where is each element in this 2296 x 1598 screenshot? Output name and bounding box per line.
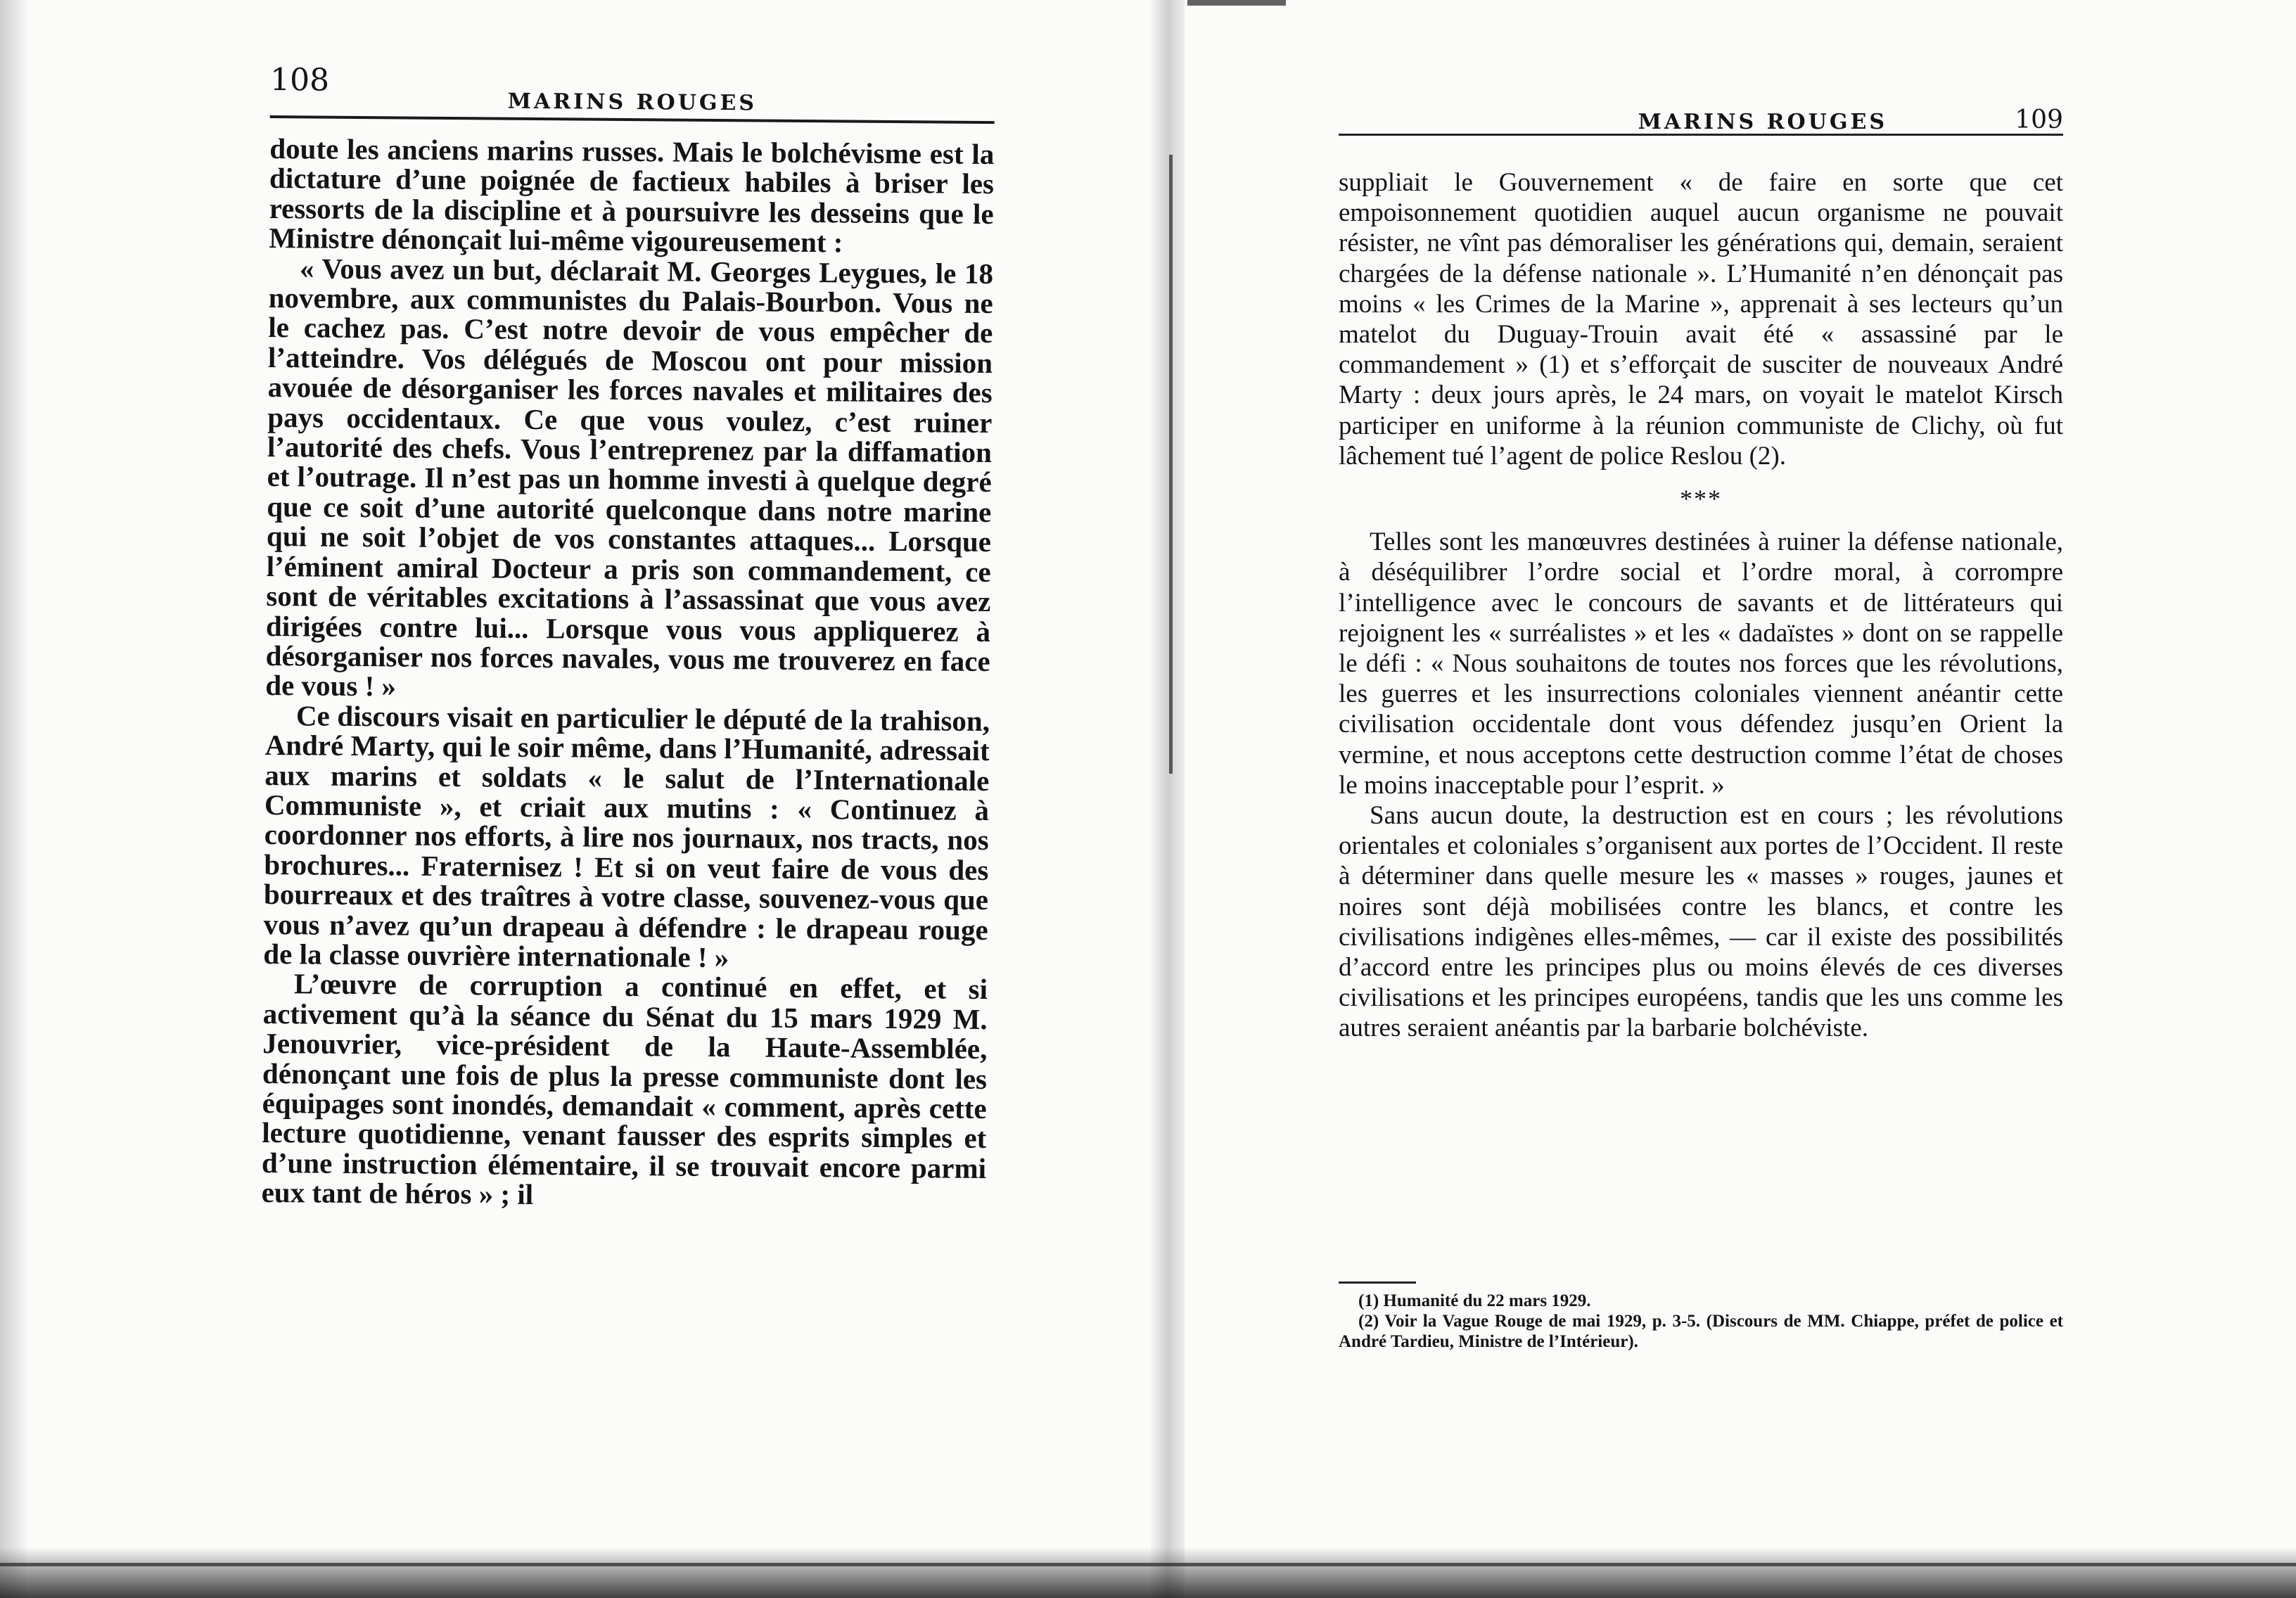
right-running-title: MARINS ROUGES	[1638, 110, 1887, 134]
scan-noise-gutter-line	[1169, 155, 1173, 774]
left-paragraph-2: « Vous avez un but, déclarait M. Georges Leygues, le 18 novembre, aux communistes du Palais-Bourbon. Vous ne le cachez pas. C’est notre devoir de vous empêcher de l’atteindre. Vos délégués de Moscou ont pour mission avouée de désorganiser les forces navales et militaires des pays occidentaux. Ce que vous voulez, c’est ruiner l’autorité des chefs. Vous l’entreprenez par la diffamation et l’outrage. Il n’est pas un homme investi à quelque degré que ce soit d’une autorité quelconque dans notre marine qui ne soit l’objet de vos constantes attaques... Lorsque l’éminent amiral Docteur a pris son commandement, ce sont de véritables excitations à l’assassinat que vous avez dirigées contre lui... Lorsque vous vous appliquerez à désorganiser nos forces navales, vous me trouverez en face de vous ! »	[265, 251, 994, 703]
right-page-number: 109	[2015, 106, 2063, 134]
footnote-rule	[1339, 1281, 1416, 1284]
right-paragraph-2: Telles sont les manœuvres destinées à ruiner la défense nationale, à déséquilibrer l’ordre social et l’ordre moral, à corrompre l’intelligence avec le concours de savants et de littérateurs qui rejoignent les « surréalistes » et les « dadaïstes » dont on se rappelle le défi : « Nous souhaitons de toutes nos forces que les révolutions, les guerres et les insurrections coloniales viennent anéantir cette civilisation occidentale dont vous défendez jusqu’en Orient la vermine, et nous acceptons cette destruction comme l’état de choses le moins inacceptable pour l’esprit. »	[1339, 528, 2063, 800]
left-running-title: MARINS ROUGES	[507, 89, 758, 116]
left-page-body-text	[262, 134, 995, 1213]
scan-noise-top	[1187, 0, 1286, 6]
right-page-header	[1339, 106, 2063, 136]
left-page-number: 108	[269, 61, 330, 98]
section-separator-stars: ***	[1680, 485, 1722, 513]
footnote-1: (1) Humanité du 22 mars 1929.	[1358, 1291, 1591, 1310]
book-gutter-shadow	[1151, 0, 1185, 1598]
left-page-edge-shadow	[0, 0, 27, 1598]
left-paragraph-4: L’œuvre de corruption a continué en effet, et si activement qu’à la séance du Sénat du 15 mars 1929 M. Jenouvrier, vice-président de la Haute-Assemblée, dénonçant une fois de plus la presse communiste dont les équipages sont inondés, demandait « comment, après cette lecture quotidienne, venant fausser des esprits simples et d’une instruction élémentaire, il se trouvait encore parmi eux tant de héros » ; il	[261, 967, 988, 1211]
left-paragraph-1: doute les anciens marins russes. Mais le bolchévisme est la dictature d’une poignée de factieux habiles à briser les ressorts de la discipline et à poursuivre les desseins que le Ministre dénonçait lui-même vigoureusement :	[269, 132, 995, 259]
scan-noise-bottom-line	[0, 1563, 2296, 1566]
right-paragraph-3: Sans aucun doute, la destruction est en cours ; les révolutions orientales et coloniales s’organisent aux portes de l’Occident. Il reste à déterminer dans quelle mesure les « masses » rouges, jaunes et noires sont déjà mobilisées contre les blancs, et contre les civilisations indigènes elles-mêmes, — car il existe des possibilités d’accord entre les principes plus ou moins élevés de ces diverses civilisations et les principes européens, tandis que les uns comme les autres seraient anéantis par la barbarie bolchéviste.	[1339, 801, 2063, 1043]
footnote-2: (2) Voir la Vague Rouge de mai 1929, p. 3-5. (Discours de MM. Chiappe, préfet de police et André Tardieu, Ministre de l’Intérieur).	[1339, 1312, 2063, 1351]
left-page-header	[270, 62, 995, 124]
footnotes	[1339, 1281, 2063, 1352]
left-page	[261, 0, 995, 1211]
right-page-body-text	[1339, 167, 2063, 1044]
bottom-page-edge-shadow	[0, 1547, 2296, 1598]
left-paragraph-3: Ce discours visait en particulier le député de la trahison, André Marty, qui le soir même, dans l’Humanité, adressait aux marins et soldats « le salut de l’Internationale Communiste », et criait aux mutins : « Continuez à coordonner nos efforts, à lire nos journaux, nos tracts, nos brochures... Fraternisez ! Et si on veut faire de vous des bourreaux et des traîtres à votre classe, souvenez-vous que vous n’avez qu’un drapeau à défendre : le drapeau rouge de la classe ouvrière internationale ! »	[263, 699, 990, 974]
right-paragraph-1: suppliait le Gouvernement « de faire en sorte que cet empoisonnement quotidien auquel aucun organisme ne pouvait résister, ne vînt pas démoraliser les générations qui, demain, seraient chargées de la défense nationale ». L’Humanité n’en dénonçait pas moins « les Crimes de la Marine », apprenait à ses lecteurs qu’un matelot du Duguay-Trouin avait été « assassiné par le commandement » (1) et s’efforçait de susciter de nouveaux André Marty : deux jours après, le 24 mars, on voyait le matelot Kirsch participer en uniforme à la réunion communiste de Clichy, où fut lâchement tué l’agent de police Reslou (2).	[1339, 168, 2063, 471]
